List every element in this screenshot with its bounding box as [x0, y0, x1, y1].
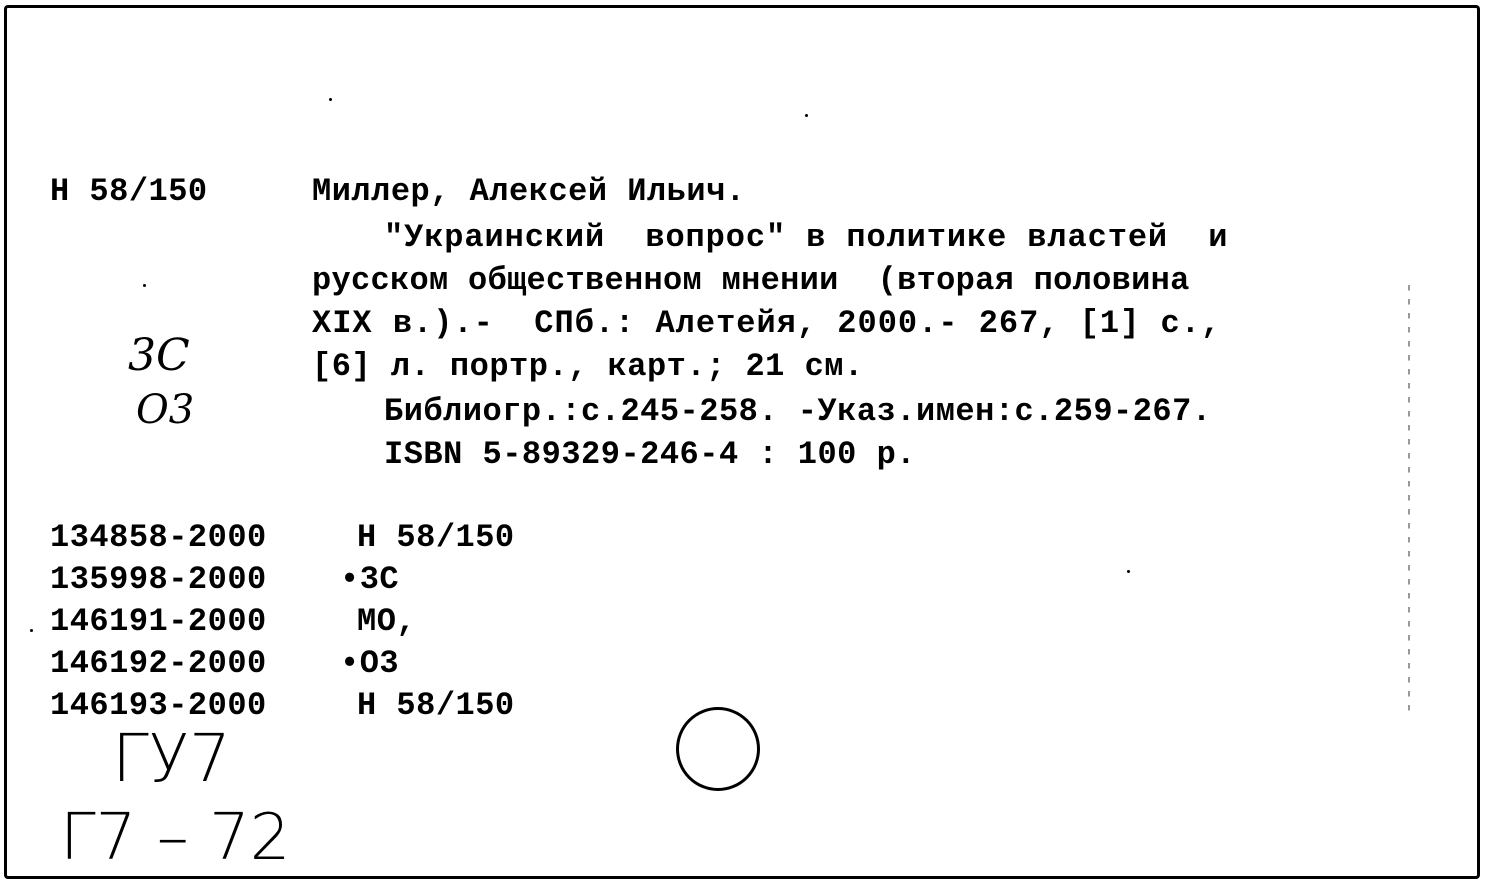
holding-location: Н 58/150 [357, 687, 515, 724]
holding-number: 146193-2000 [50, 687, 267, 724]
margin-mark-1: 3С [128, 330, 190, 381]
holding-location: МО, [357, 603, 417, 640]
punch-hole-icon [676, 707, 760, 791]
edge-marks [1408, 285, 1410, 715]
title-line-1: "Украинский вопрос" в политике властей и [384, 219, 1229, 256]
holding-number: 146191-2000 [50, 603, 267, 640]
title-line-4: [6] л. портр., карт.; 21 см. [312, 348, 864, 385]
shelf-mark: Н 58/150 [50, 173, 208, 210]
speck [329, 98, 332, 101]
speck [143, 284, 146, 287]
holding-number: 146192-2000 [50, 645, 267, 682]
handwritten-code-1: ГУ7 [112, 720, 231, 797]
holding-number: 134858-2000 [50, 519, 267, 556]
speck [805, 114, 808, 117]
holding-location: •О3 [340, 645, 400, 682]
speck [1127, 570, 1130, 573]
title-line-3: XIX в.).- СПб.: Алетейя, 2000.- 267, [1] с., [312, 305, 1222, 342]
title-line-2: русском общественном мнении (вторая половина [312, 262, 1190, 299]
speck [30, 629, 33, 632]
isbn-price: ISBN 5-89329-246-4 : 100 р. [384, 436, 916, 473]
handwritten-code-2: Г7 – 72 [60, 801, 291, 875]
margin-mark-2: О3 [136, 387, 195, 433]
holding-location: Н 58/150 [357, 519, 515, 556]
holding-location: •3С [340, 561, 400, 598]
bibliography-note: Библиогр.:с.245-258. -Указ.имен:с.259-267. [384, 393, 1212, 430]
holding-number: 135998-2000 [50, 561, 267, 598]
author: Миллер, Алексей Ильич. [312, 173, 746, 210]
